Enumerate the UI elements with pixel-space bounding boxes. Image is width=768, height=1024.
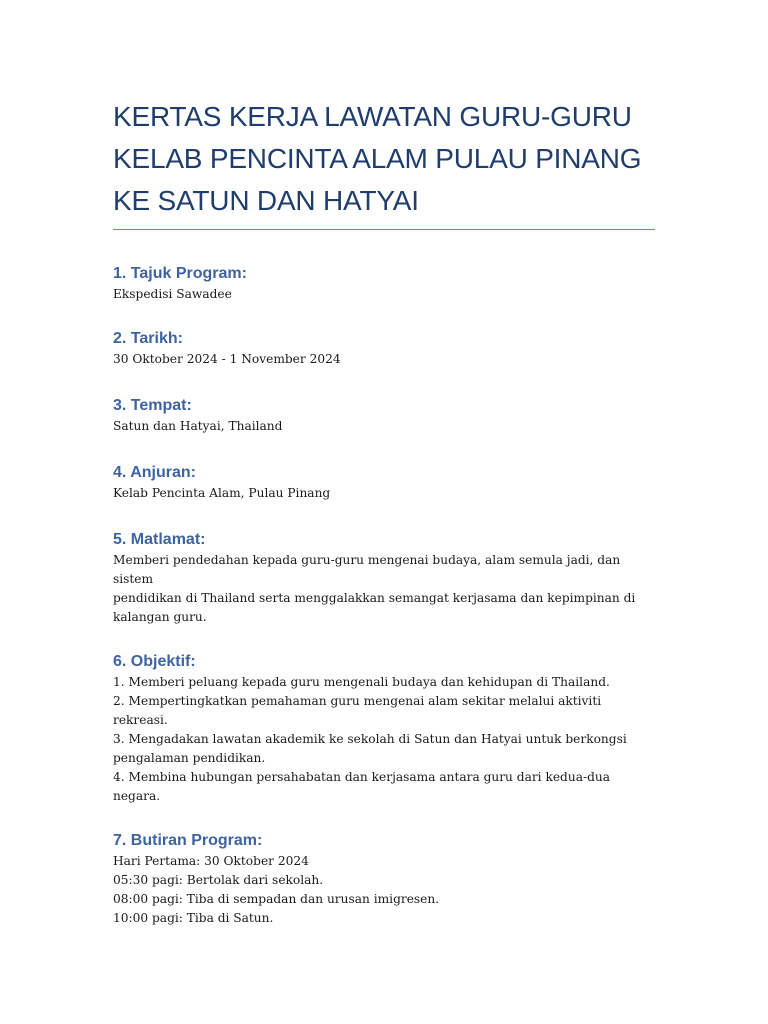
title-line: KELAB PENCINTA ALAM PULAU PINANG	[113, 143, 642, 174]
title-line: KERTAS KERJA LAWATAN GURU-GURU	[113, 101, 632, 132]
objective-item: 1. Memberi peluang kepada guru mengenali budaya dan kehidupan di Thailand.	[113, 675, 610, 689]
section-heading-tajuk-program: 1. Tajuk Program:	[113, 265, 247, 282]
body-line: kalangan guru.	[113, 610, 207, 624]
section-heading-matlamat: 5. Matlamat:	[113, 531, 206, 548]
section-heading-tarikh: 2. Tarikh:	[113, 330, 183, 347]
body-line: Ekspedisi Sawadee	[113, 287, 232, 301]
objective-item: 3. Mengadakan lawatan akademik ke sekolah di Satun dan Hatyai untuk berkongsi	[113, 732, 627, 746]
section-heading-tempat: 3. Tempat:	[113, 397, 192, 414]
title-line: KE SATUN DAN HATYAI	[113, 185, 419, 216]
section-heading-anjuran: 4. Anjuran:	[113, 464, 196, 481]
objective-item: 2. Mempertingkatkan pemahaman guru mengenai alam sekitar melalui aktiviti rekreasi.	[113, 694, 602, 727]
objective-item-continuation: pengalaman pendidikan.	[113, 751, 266, 765]
body-line: Kelab Pencinta Alam, Pulau Pinang	[113, 486, 331, 500]
schedule-item: 10:00 pagi: Tiba di Satun.	[113, 911, 274, 925]
section-body-objektif	[113, 673, 655, 806]
body-line: pendidikan di Thailand serta menggalakkan semangat kerjasama dan kepimpinan di	[113, 591, 636, 605]
schedule-item: 08:00 pagi: Tiba di sempadan dan urusan imigresen.	[113, 892, 440, 906]
section-body-anjuran	[113, 484, 655, 503]
section-body-matlamat	[113, 551, 655, 627]
section-body-tarikh	[113, 350, 655, 369]
section-body-butiran-program	[113, 852, 655, 928]
section-body-tempat	[113, 417, 655, 436]
body-line: Satun dan Hatyai, Thailand	[113, 419, 283, 433]
schedule-item: 05:30 pagi: Bertolak dari sekolah.	[113, 873, 324, 887]
document-page	[113, 0, 655, 928]
section-body-tajuk-program	[113, 285, 655, 304]
document-title	[113, 0, 655, 222]
body-line: Memberi pendedahan kepada guru-guru mengenai budaya, alam semula jadi, dan sistem	[113, 553, 621, 586]
title-divider	[113, 229, 655, 230]
body-line: 30 Oktober 2024 - 1 November 2024	[113, 352, 341, 366]
section-heading-objektif: 6. Objektif:	[113, 653, 196, 670]
section-heading-butiran-program: 7. Butiran Program:	[113, 832, 263, 849]
objective-item: 4. Membina hubungan persahabatan dan kerjasama antara guru dari kedua-dua negara.	[113, 770, 610, 803]
schedule-day: Hari Pertama: 30 Oktober 2024	[113, 854, 309, 868]
